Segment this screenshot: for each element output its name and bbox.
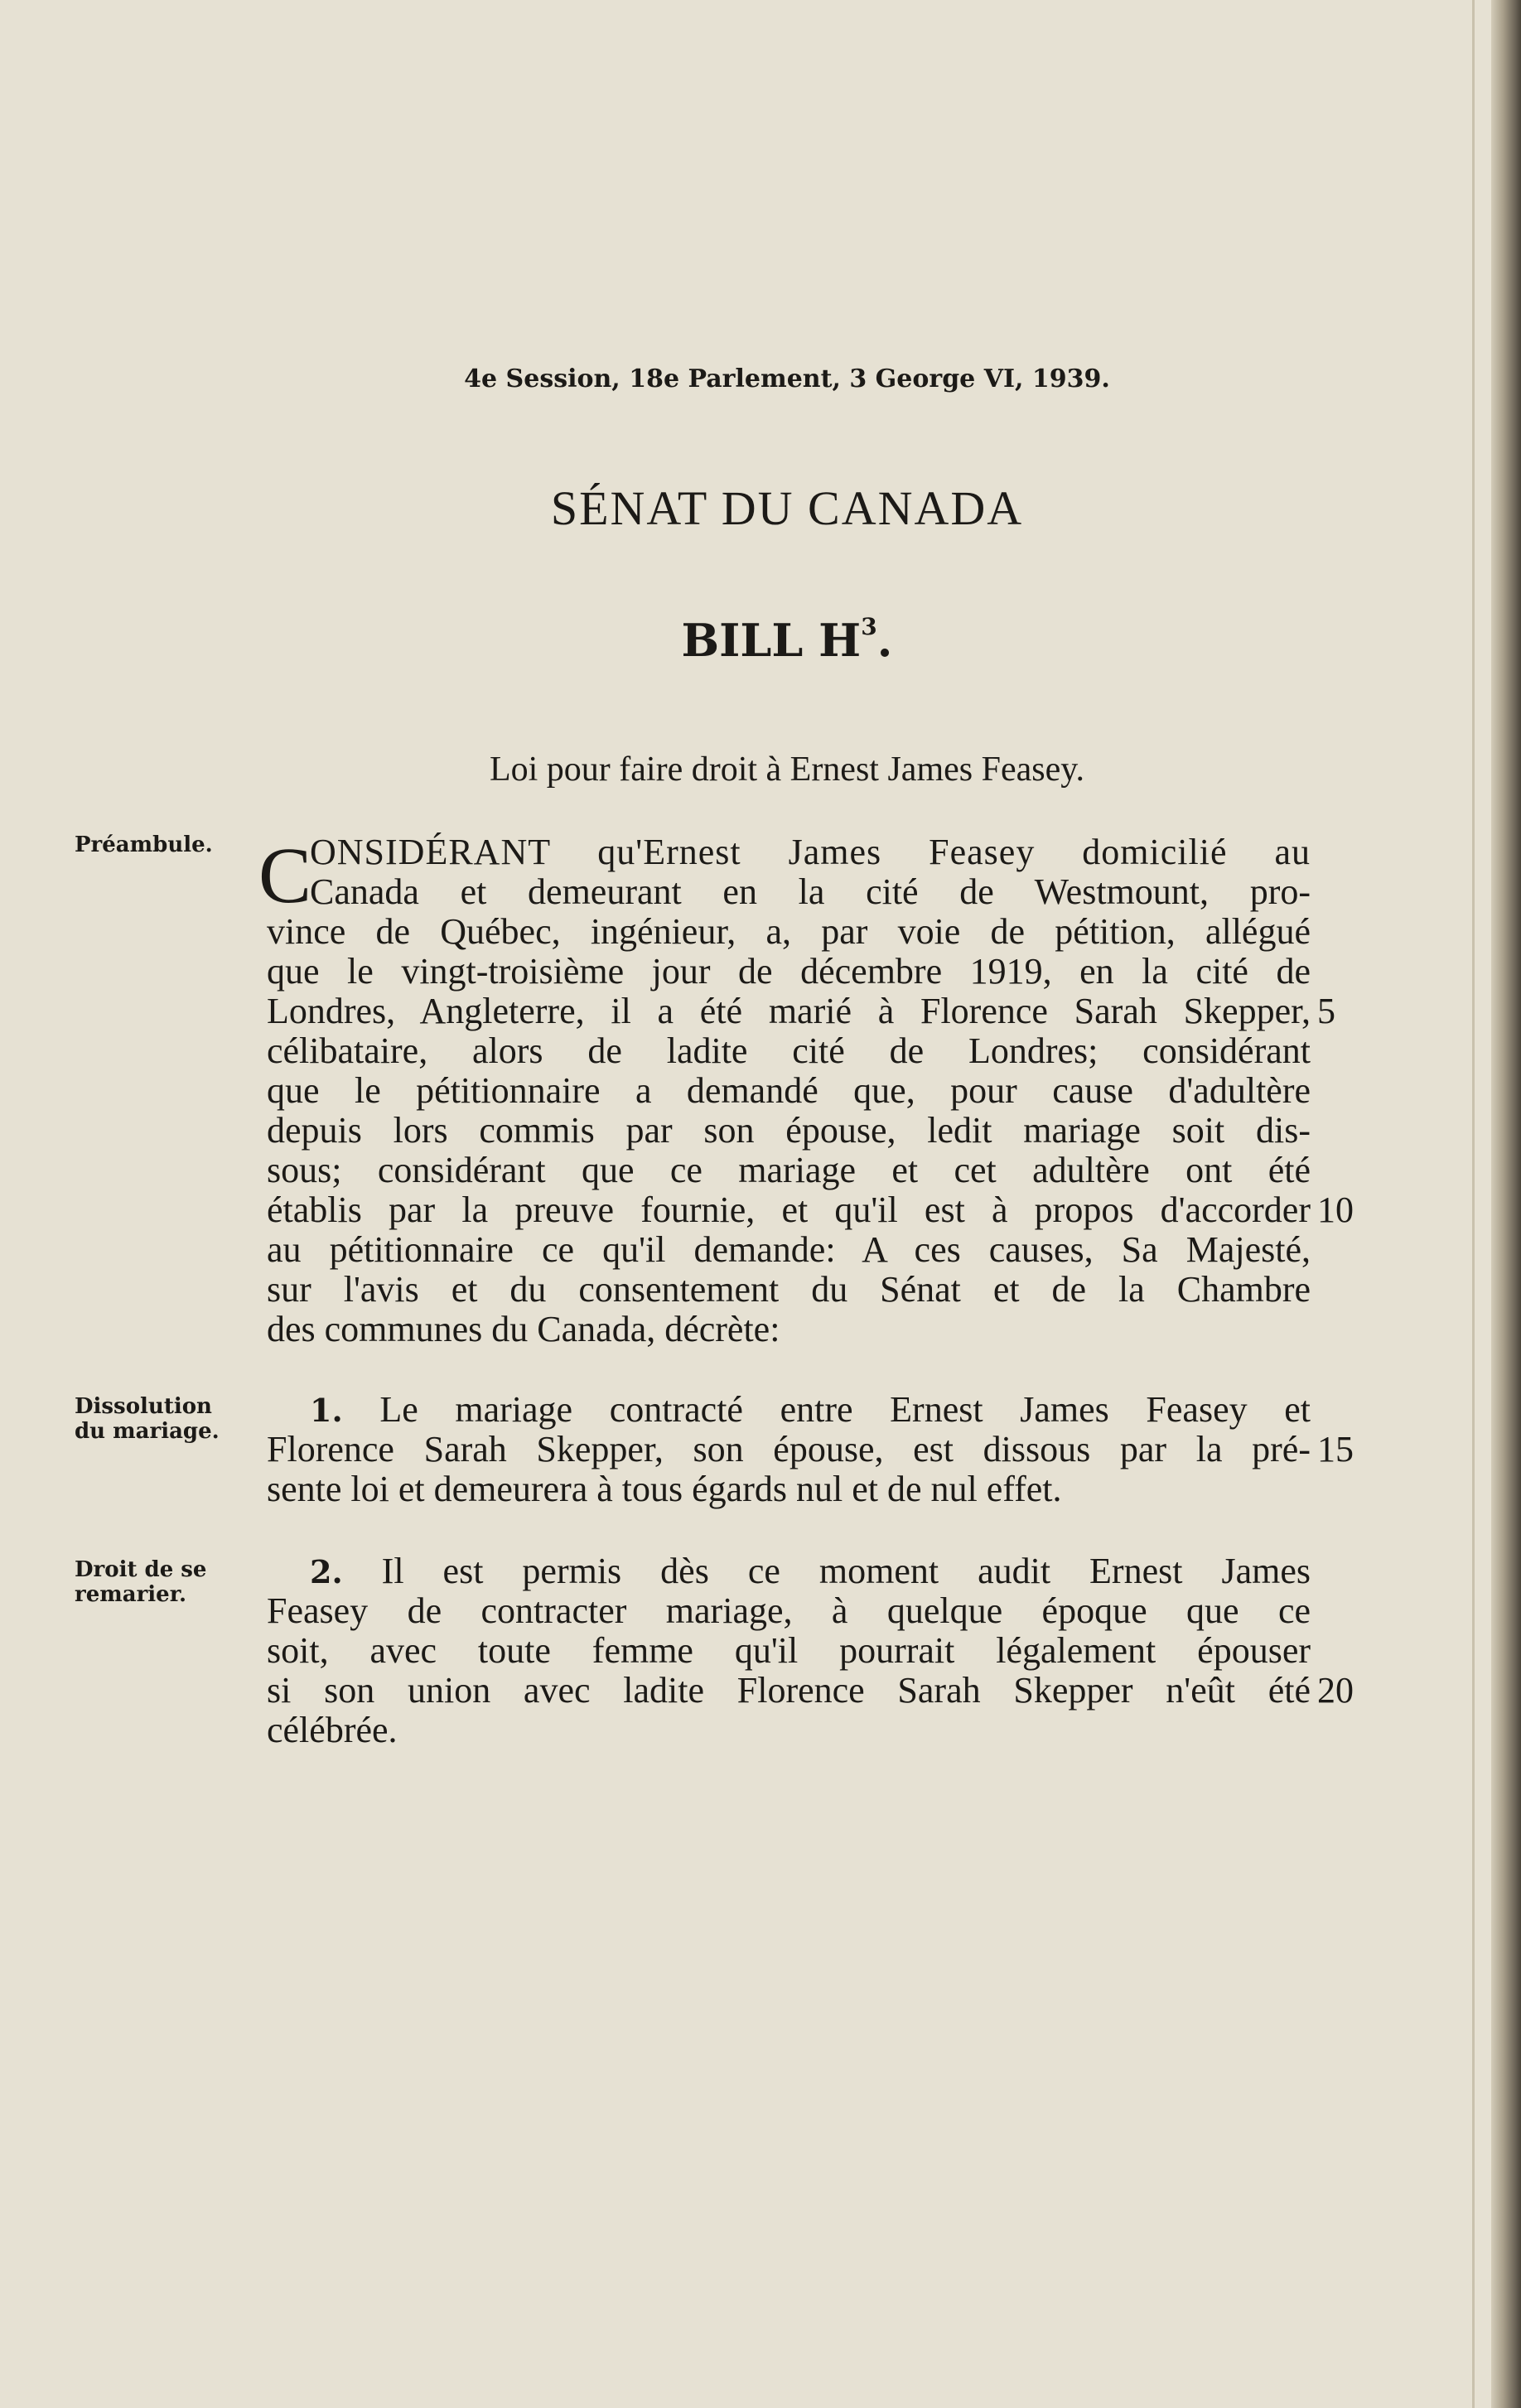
line-number-15: 15 — [1317, 1429, 1354, 1469]
line-number-10: 10 — [1317, 1190, 1354, 1230]
section-1-line — [267, 1390, 1311, 1430]
bill-period: . — [876, 614, 893, 667]
preamble-line: sous; considérant que ce mariage et cet adultère ont été — [267, 1150, 1311, 1190]
bill-superscript: 3 — [861, 613, 877, 640]
preamble-line: que le pétitionnaire a demandé que, pour cause d'adultère — [267, 1070, 1311, 1111]
line-number-5: 5 — [1317, 991, 1335, 1031]
preamble-line: établis par la preuve fournie, et qu'il est à propos d'accorder — [267, 1190, 1311, 1230]
section-2-text: Il est permis dès ce moment audit Ernest James — [381, 1551, 1311, 1591]
bill-number — [0, 613, 1521, 667]
preamble-line: au pétitionnaire ce qu'il demande: A ces causes, Sa Majesté, — [267, 1229, 1311, 1270]
bill-title: Loi pour faire droit à Ernest James Feasey. — [489, 750, 1085, 789]
section-1-line: sente loi et demeurera à tous égards nul et de nul effet. — [267, 1469, 1062, 1509]
preamble-dropcap: C — [258, 831, 312, 919]
preamble-line: depuis lors commis par son épouse, ledit mariage soit dis- — [267, 1110, 1311, 1151]
session-line: 4e Session, 18e Parlement, 3 George VI, 1939. — [464, 364, 1110, 393]
section-2 — [267, 1551, 1311, 1750]
section-2-line: célébrée. — [267, 1710, 398, 1750]
preamble-paragraph — [258, 831, 1311, 1349]
bill-label: BILL H — [681, 614, 862, 667]
section-1 — [267, 1390, 1311, 1509]
section-2-line: Feasey de contracter mariage, à quelque époque que ce — [267, 1590, 1311, 1631]
preamble-line: vince de Québec, ingénieur, a, par voie de pétition, allégué — [267, 911, 1311, 952]
preamble-line: célibataire, alors de ladite cité de Londres; considérant — [267, 1030, 1311, 1071]
page-edge — [1491, 0, 1521, 2408]
margin-note-remarry-line2: remarier. — [75, 1582, 187, 1607]
margin-note-preamble: Préambule. — [75, 832, 213, 857]
margin-note-remarry — [75, 1557, 240, 1607]
preamble-line: que le vingt-troisième jour de décembre 1919, en la cité de — [267, 951, 1311, 992]
section-1-line: Florence Sarah Skepper, son épouse, est dissous par la pré- — [267, 1429, 1311, 1469]
margin-note-dissolution-line1: Dissolution — [75, 1394, 212, 1419]
preamble-line: des communes du Canada, décrète: — [267, 1309, 780, 1349]
section-2-number: 2. — [310, 1553, 343, 1590]
section-2-line: soit, avec toute femme qu'il pourrait légalement épouser — [267, 1630, 1311, 1671]
preamble-line: Canada et demeurant en la cité de Westmount, pro- — [310, 871, 1311, 912]
margin-note-remarry-line1: Droit de se — [75, 1557, 207, 1582]
preamble-line: sur l'avis et du consentement du Sénat et de la Chambre — [267, 1269, 1311, 1310]
section-2-line: si son union avec ladite Florence Sarah Skepper n'eût été — [267, 1670, 1311, 1711]
chamber-title: SÉNAT DU CANADA — [550, 481, 1024, 535]
section-1-text: Le mariage contracté entre Ernest James Feasey et — [379, 1389, 1311, 1430]
line-number-20: 20 — [1317, 1670, 1354, 1711]
preamble-line: Londres, Angleterre, il a été marié à Florence Sarah Skepper, — [267, 991, 1311, 1031]
section-2-line — [267, 1551, 1311, 1591]
preamble-line: ONSIDÉRANT qu'Ernest James Feasey domicilié au — [310, 832, 1311, 872]
margin-note-dissolution-line2: du mariage. — [75, 1419, 220, 1444]
page-gutter-line — [1472, 0, 1475, 2408]
margin-note-dissolution — [75, 1394, 240, 1444]
section-1-number: 1. — [310, 1392, 343, 1429]
